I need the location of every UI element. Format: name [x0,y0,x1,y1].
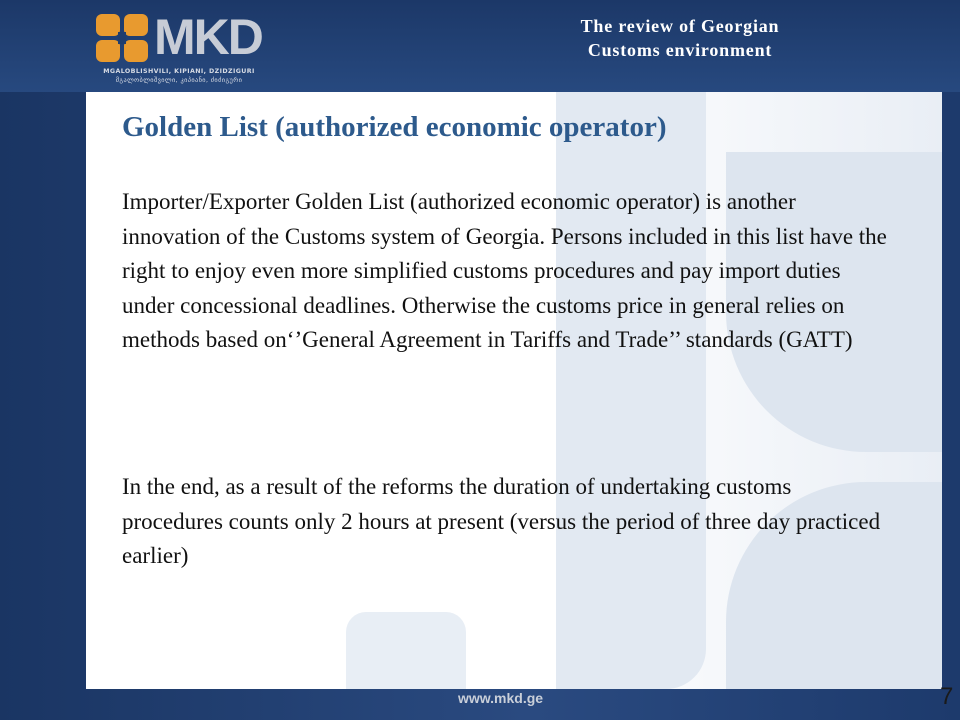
content-panel [86,92,942,689]
header-title-line2: Customs environment [587,40,773,60]
logo-mark-icon [94,12,152,64]
mkd-logo [84,6,274,86]
watermark-shape [556,92,706,689]
logo-subtitle-latin: MGALOBLISHVILI, KIPIANI, DZIDZIGURI [103,68,255,75]
logo-subtitle-georgian: მგალობლიშვილი, კიპიანი, ძიძიგური [115,77,243,84]
footer-url: www.mkd.ge [458,690,544,706]
body-paragraph-1: Importer/Exporter Golden List (authorized economic operator) is another innovation of the Customs system of Georgia. Persons included in this list have the right to enjoy even more simplified customs procedures and pay import duties under concessional deadlines. Otherwise the customs price in general relies on methods based on‘’General Agreement in Tariffs and Trade’’ standards (GATT) [122,189,887,352]
page-number: 7 [940,683,954,710]
slide-title: Golden List (authorized economic operator) [122,111,667,143]
watermark-shape [346,612,466,689]
body-paragraph-2: In the end, as a result of the reforms the duration of undertaking customs procedures counts only 2 hours at present (versus the period of three day practiced earlier) [122,474,881,568]
header-title-line1: The review of Georgian [580,16,780,36]
header-title [500,14,860,62]
logo-wordmark: MKD [154,9,262,65]
